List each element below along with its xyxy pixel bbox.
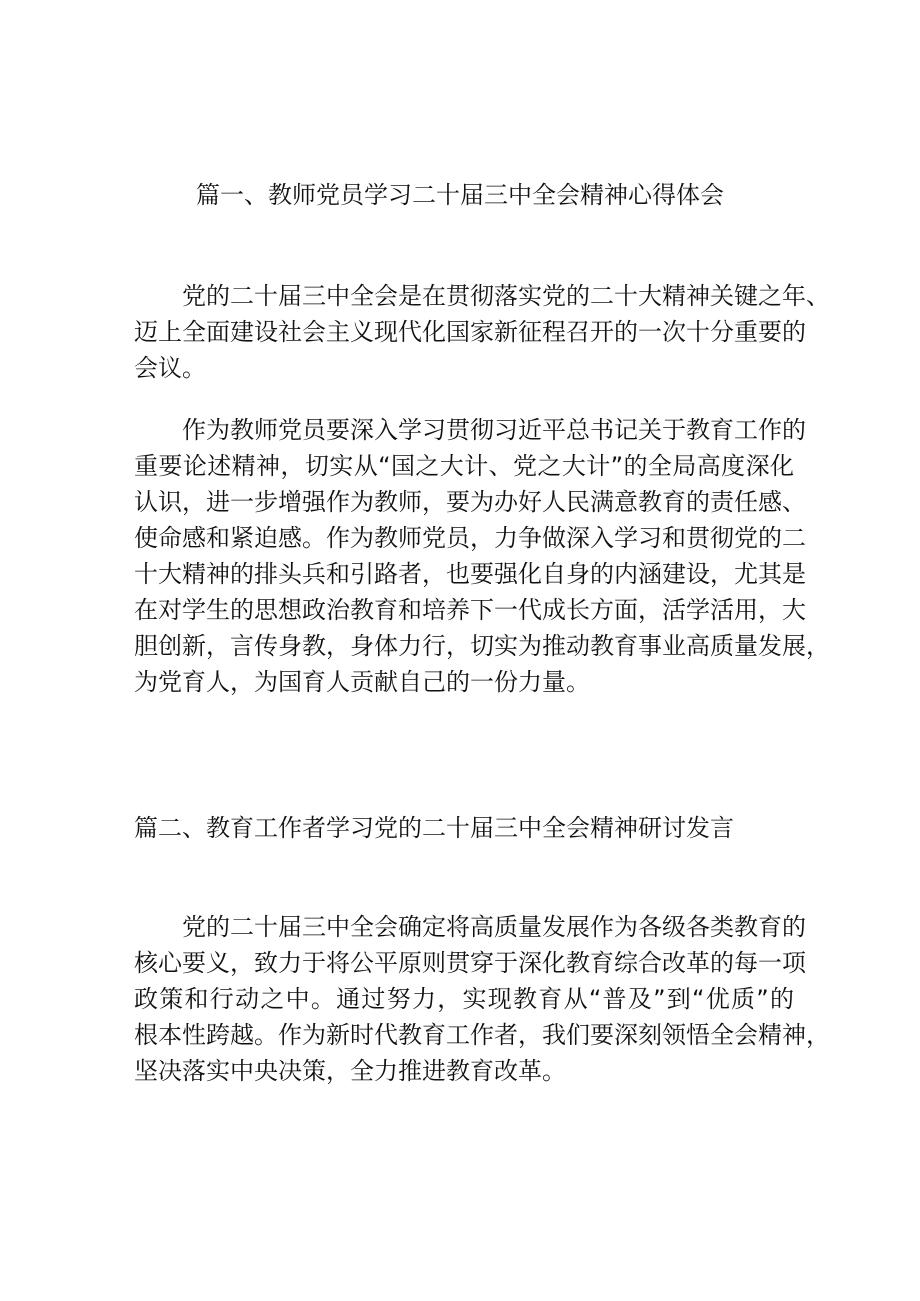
section-1-paragraph-1	[134, 278, 830, 386]
section-2-paragraph-1	[134, 909, 830, 1089]
paragraph-line: 胆创新，言传身教，身体力行，切实为推动教育事业高质量发展，	[134, 632, 830, 660]
paragraph-line: 十大精神的排头兵和引路者，也要强化自身的内涵建设，尤其是	[134, 560, 806, 588]
paragraph-line: 党的二十届三中全会是在贯彻落实党的二十大精神关键之年、	[182, 282, 830, 310]
paragraph-line: 坚决落实中央决策，全力推进教育改革。	[134, 1057, 566, 1085]
paragraph-line: 迈上全面建设社会主义现代化国家新征程召开的一次十分重要的	[134, 318, 806, 346]
paragraph-line: 使命感和紧迫感。作为教师党员，力争做深入学习和贯彻党的二	[134, 524, 806, 552]
paragraph-line: 重要论述精神，切实从“国之大计、党之大计”的全局高度深化	[134, 452, 794, 480]
paragraph-line: 在对学生的思想政治教育和培养下一代成长方面，活学活用，大	[134, 596, 806, 624]
section-1-paragraph-2	[134, 412, 830, 700]
paragraph-line: 认识，进一步增强作为教师，要为办好人民满意教育的责任感、	[134, 488, 806, 516]
paragraph-line: 作为教师党员要深入学习贯彻习近平总书记关于教育工作的	[182, 416, 806, 444]
section-2-title: 篇二、教育工作者学习党的二十届三中全会精神研讨发言	[134, 814, 734, 842]
paragraph-line: 根本性跨越。作为新时代教育工作者，我们要深刻领悟全会精神，	[134, 1021, 830, 1049]
paragraph-line: 党的二十届三中全会确定将高质量发展作为各级各类教育的	[182, 913, 806, 941]
section-1-title: 篇一、教师党员学习二十届三中全会精神心得体会	[196, 181, 724, 209]
paragraph-line: 会议。	[134, 354, 206, 382]
paragraph-line: 核心要义，致力于将公平原则贯穿于深化教育综合改革的每一项	[134, 949, 806, 977]
paragraph-line: 政策和行动之中。通过努力，实现教育从“普及”到“优质”的	[134, 985, 794, 1013]
paragraph-line: 为党育人，为国育人贡献自己的一份力量。	[134, 668, 590, 696]
